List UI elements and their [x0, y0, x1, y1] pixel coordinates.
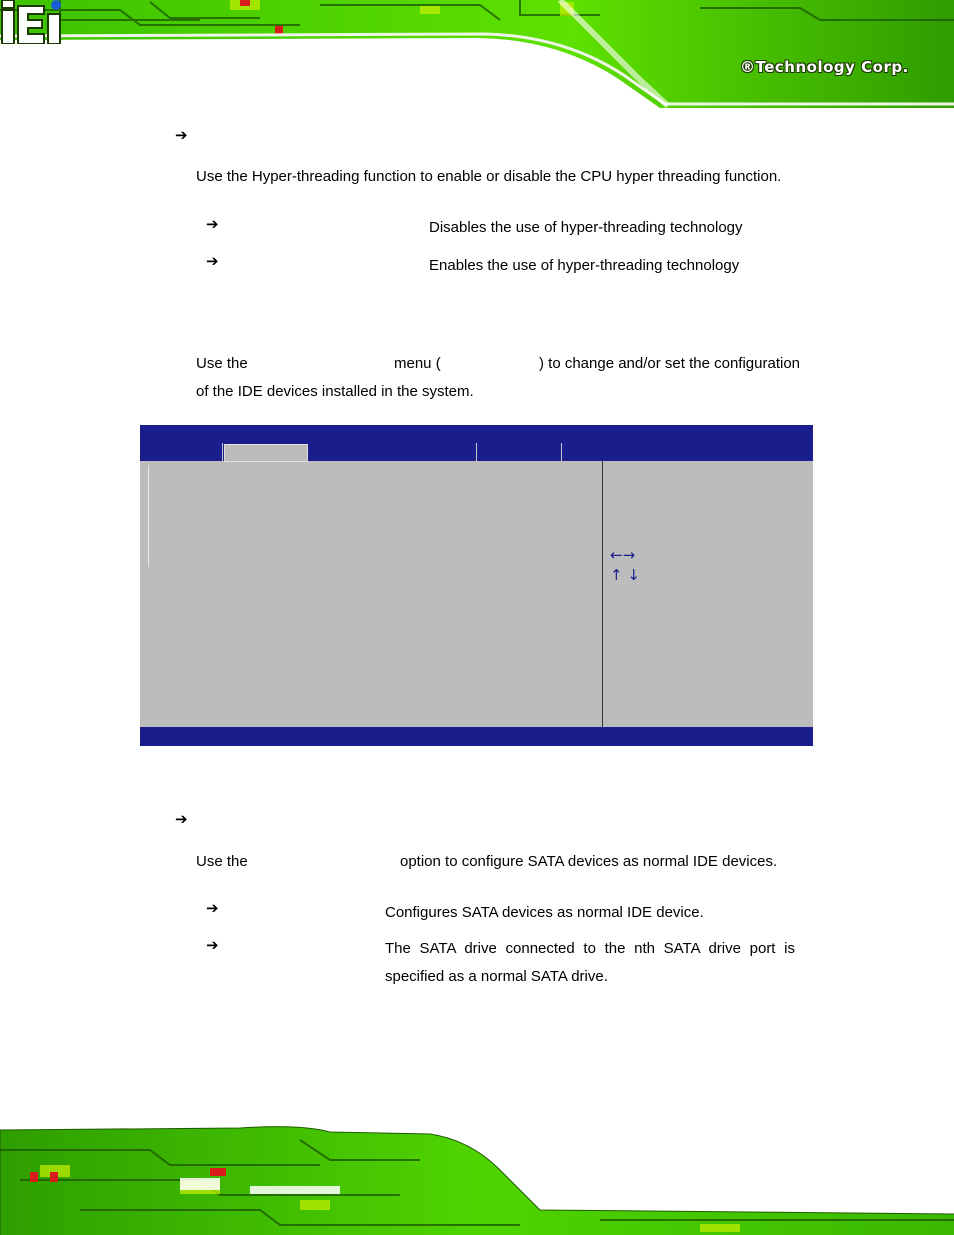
ide-intro-line2: of the IDE devices installed in the system.	[196, 383, 474, 400]
iei-logo	[0, 0, 70, 44]
footer-banner	[0, 1120, 954, 1235]
ide-intro-part1: Use the	[196, 355, 248, 372]
bios-settings-panel	[146, 465, 602, 725]
bios-menu-tab[interactable]	[477, 443, 562, 461]
bullet-arrow-icon: ➔	[175, 810, 188, 828]
hyperthreading-description: Use the Hyper-threading function to enable or disable the CPU hyper threading function.	[196, 168, 782, 185]
ide-intro-part3: ) to change and/or set the configuration	[539, 355, 801, 372]
bullet-arrow-icon: ➔	[206, 899, 219, 917]
header-banner	[0, 0, 954, 112]
bullet-arrow-icon: ➔	[206, 252, 219, 270]
bios-menu-tab[interactable]	[308, 443, 477, 461]
bullet-arrow-icon: ➔	[175, 126, 188, 144]
option-description: Enables the use of hyper-threading technology	[429, 257, 740, 274]
left-right-arrows-icon: ←→	[610, 546, 636, 564]
bios-menu-bar	[140, 443, 813, 461]
bios-divider	[602, 461, 603, 727]
sata-option-description: Configures SATA devices as normal IDE device.	[385, 904, 704, 921]
bios-title-bar	[140, 425, 813, 443]
bios-bottom-bar	[140, 727, 813, 746]
circuit-board-header-graphic	[0, 0, 954, 112]
circuit-board-footer-graphic	[0, 1120, 954, 1235]
up-down-arrows-icon: ↑ ↓	[610, 566, 640, 584]
brand-text: ®Technology Corp.	[740, 58, 909, 76]
bullet-arrow-icon: ➔	[206, 936, 219, 954]
sata-intro-part2: option to configure SATA devices as normal IDE devices.	[400, 853, 778, 870]
bios-menu-tab[interactable]	[140, 443, 223, 461]
ide-intro-part2: menu (	[394, 355, 441, 372]
sata-option-description: The SATA drive connected to the nth SATA drive port is specified as a normal SATA drive.	[385, 940, 795, 985]
bullet-arrow-icon: ➔	[206, 215, 219, 233]
bios-menu-tab-active[interactable]	[224, 444, 308, 462]
bios-screen	[140, 425, 813, 746]
sata-intro-part1: Use the	[196, 853, 248, 870]
option-description: Disables the use of hyper-threading technology	[429, 219, 743, 236]
bios-help-panel	[610, 545, 640, 585]
